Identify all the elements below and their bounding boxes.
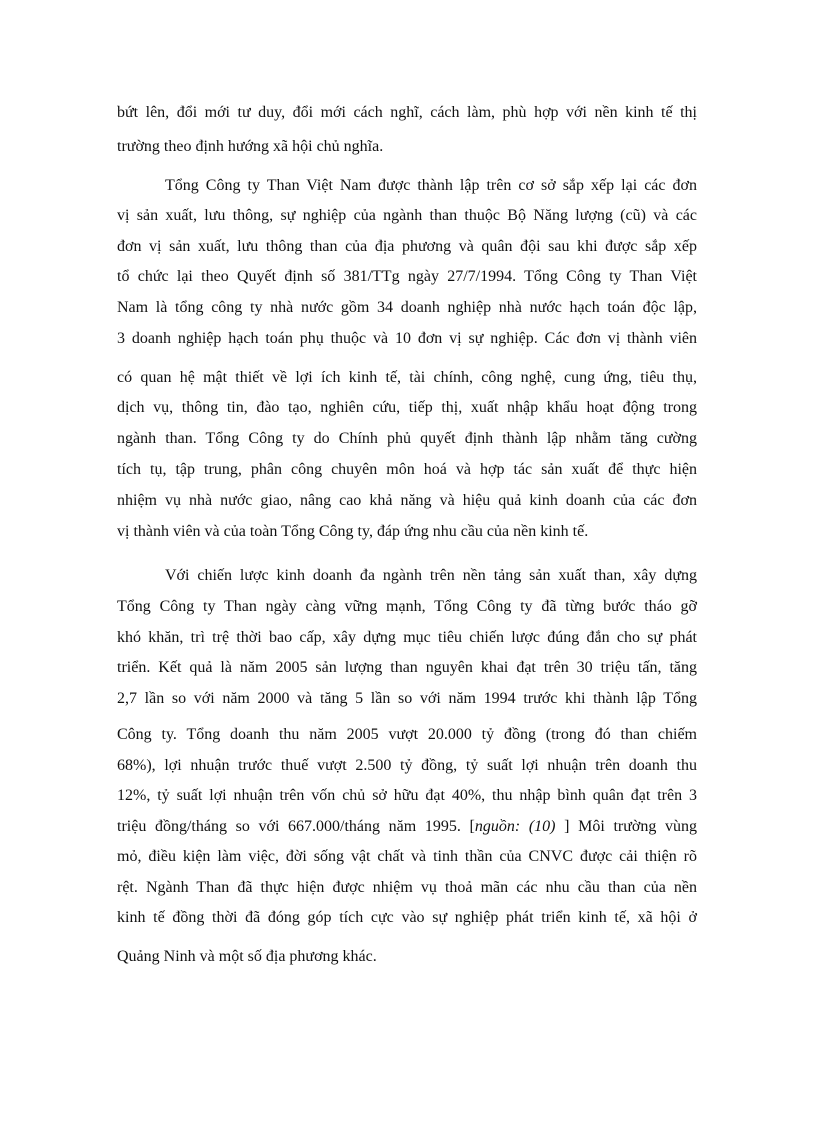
text-line: 2,7 lần so với năm 2000 và tăng 5 lần so với năm 1994 trước khi thành lập Tổng	[117, 690, 697, 707]
text-line: rệt. Ngành Than đã thực hiện được nhiệm vụ thoả mãn các nhu cầu than của nền	[117, 879, 697, 896]
text-line: tích tụ, tập trung, phân công chuyên môn hoá và hợp tác sản xuất để thực hiện	[117, 461, 697, 478]
text-line: vị sản xuất, lưu thông, sự nghiệp của ngành than thuộc Bộ Năng lượng (cũ) và các	[117, 207, 697, 224]
text-line: bứt lên, đổi mới tư duy, đổi mới cách nghĩ, cách làm, phù hợp với nền kinh tế thị	[117, 104, 697, 121]
text-line: Nam là tổng công ty nhà nước gồm 34 doanh nghiệp nhà nước hạch toán độc lập,	[117, 299, 697, 316]
text-segment: triệu đồng/tháng so với 667.000/tháng năm 1995. [	[117, 818, 475, 835]
text-line: tổ chức lại theo Quyết định số 381/TTg ngày 27/7/1994. Tổng Công ty Than Việt	[117, 268, 697, 285]
text-line: Tổng Công ty Than Việt Nam được thành lập trên cơ sở sắp xếp lại các đơn	[165, 177, 697, 194]
text-line: dịch vụ, thông tin, đào tạo, nghiên cứu, tiếp thị, xuất nhập khẩu hoạt động trong	[117, 399, 697, 416]
text-line: đơn vị sản xuất, lưu thông than của địa phương và quân đội sau khi được sắp xếp	[117, 238, 697, 255]
text-line: ngành than. Tổng Công ty do Chính phủ quyết định thành lập nhằm tăng cường	[117, 430, 697, 447]
text-line: trường theo định hướng xã hội chủ nghĩa.	[117, 138, 384, 155]
text-line: Công ty. Tổng doanh thu năm 2005 vượt 20.000 tỷ đồng (trong đó than chiếm	[117, 726, 697, 743]
text-line: có quan hệ mật thiết về lợi ích kinh tế, tài chính, công nghệ, cung ứng, tiêu thụ,	[117, 369, 697, 386]
text-line: Tổng Công ty Than ngày càng vững mạnh, Tổng Công ty đã từng bước tháo gỡ	[117, 598, 697, 615]
text-line: vị thành viên và của toàn Tổng Công ty, đáp ứng nhu cầu của nền kinh tế.	[117, 523, 589, 540]
text-segment: ] Môi trường vùng	[555, 818, 698, 835]
text-line: Với chiến lược kinh doanh đa ngành trên nền tảng sản xuất than, xây dựng	[165, 567, 697, 584]
citation-source: nguồn: (10)	[474, 818, 556, 835]
text-line: khó khăn, trì trệ thời bao cấp, xây dựng mục tiêu chiến lược đúng đắn cho sự phát	[117, 629, 697, 646]
text-line: nhiệm vụ nhà nước giao, nâng cao khả năng và hiệu quả kinh doanh của các đơn	[117, 492, 697, 509]
text-line: Quảng Ninh và một số địa phương khác.	[117, 948, 377, 965]
text-line: 3 doanh nghiệp hạch toán phụ thuộc và 10 đơn vị sự nghiệp. Các đơn vị thành viên	[117, 330, 697, 347]
text-line: 12%, tỷ suất lợi nhuận trên vốn chủ sở hữu đạt 40%, thu nhập bình quân đạt trên 3	[117, 787, 697, 804]
text-line: mỏ, điều kiện làm việc, đời sống vật chất và tinh thần của CNVC được cải thiện rõ	[117, 848, 697, 865]
text-line-with-citation	[117, 817, 697, 837]
text-line: kinh tế đồng thời đã đóng góp tích cực vào sự nghiệp phát triển kinh tế, xã hội ở	[117, 909, 697, 926]
text-line: triển. Kết quả là năm 2005 sản lượng than nguyên khai đạt trên 30 triệu tấn, tăng	[117, 659, 697, 676]
text-line: 68%), lợi nhuận trước thuế vượt 2.500 tỷ đồng, tỷ suất lợi nhuận trên doanh thu	[117, 757, 697, 774]
